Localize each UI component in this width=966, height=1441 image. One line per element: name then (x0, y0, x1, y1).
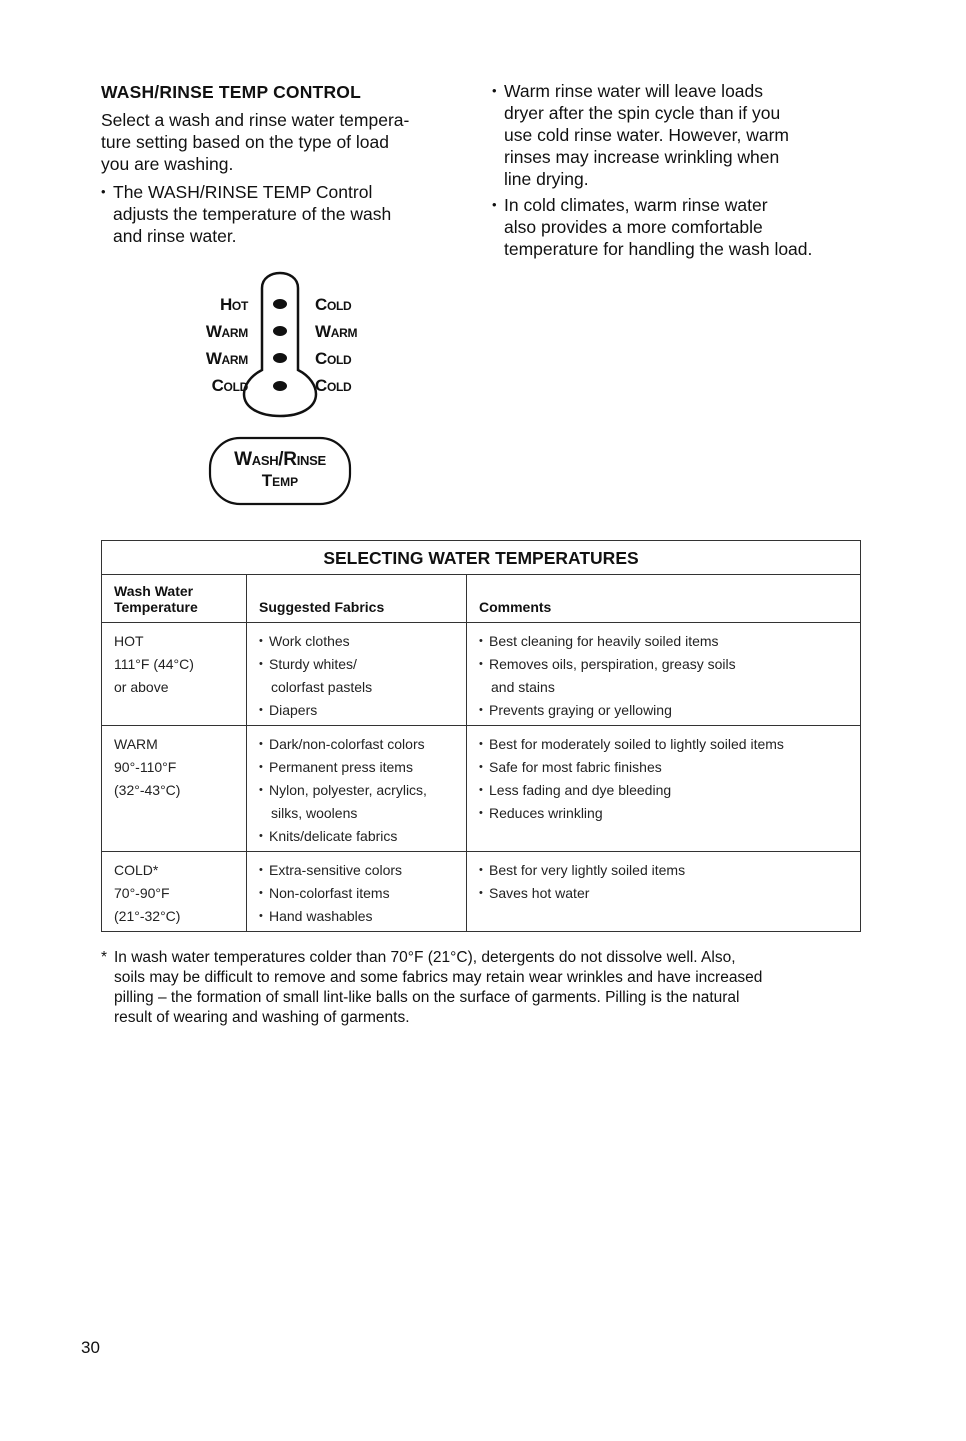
bullet-continuation: and stains (491, 679, 555, 695)
temperature-table (101, 540, 861, 932)
bullet-line: adjusts the temperature of the wash (113, 204, 392, 224)
bullet-line: rinses may increase wrinkling when (504, 147, 780, 167)
table-row (102, 726, 861, 852)
dial-rinse-label: Cold (315, 295, 352, 314)
bullet-item: • Best cleaning for heavily soiled items (479, 630, 848, 653)
bullet-line: line drying. (504, 169, 589, 189)
water-temperature-table (101, 540, 861, 932)
footnote-marker: * (101, 949, 108, 966)
header-comments: Comments (467, 575, 861, 623)
right-bullet-item (492, 194, 872, 260)
footnote (101, 948, 871, 1028)
bullet-item: • Removes oils, perspiration, greasy soils (479, 653, 848, 676)
bullet-item: • Extra-sensitive colors (259, 859, 454, 882)
bullet-line: • The WASH/RINSE TEMP Control (113, 182, 373, 202)
table-title: SELECTING WATER TEMPERATURES (102, 541, 861, 575)
cell-fabrics (247, 726, 467, 852)
dial-wash-label: Hot (219, 295, 248, 314)
temperature-line: (21°-32°C) (114, 908, 181, 924)
header-line: Temperature (114, 599, 198, 615)
bullet-line: use cold rinse water. However, warm (504, 125, 789, 145)
bullet-item: • Hand washables (259, 905, 454, 928)
cell-temperature (102, 852, 247, 932)
temperature-line: (32°-43°C) (114, 782, 181, 798)
bullet-item: • Knits/delicate fabrics (259, 825, 454, 848)
bullet-item: • Saves hot water (479, 882, 848, 905)
button-label-line1: Wash/Rinse (234, 449, 326, 470)
bullet-item: • Prevents graying or yellowing (479, 699, 848, 722)
bullet-item: • Dark/non-colorfast colors (259, 733, 454, 756)
bullet-line: and rinse water. (113, 226, 237, 246)
dial-wash-label: Warm (205, 349, 248, 368)
cell-temperature (102, 623, 247, 726)
page-number: 30 (81, 1338, 100, 1357)
bullet-line: • In cold climates, warm rinse water (504, 195, 768, 215)
cell-comments (467, 623, 861, 726)
footnote-line: pilling – the formation of small lint-like balls on the surface of garments. Pilling is the natural (114, 989, 740, 1006)
right-column (492, 80, 872, 264)
temperature-line: or above (114, 679, 169, 695)
cell-comments (467, 726, 861, 852)
button-label-line2: Temp (261, 471, 299, 490)
footnote-line: In wash water temperatures colder than 70°F (21°C), detergents do not dissolve well. Also, (114, 949, 736, 966)
cell-fabrics (247, 852, 467, 932)
dial-rinse-label: Cold (315, 376, 352, 395)
bullet-line: dryer after the spin cycle than if you (504, 103, 781, 123)
intro-line: Select a wash and rinse water tempera- (101, 110, 410, 130)
left-bullet-list (101, 181, 471, 247)
table-body (102, 623, 861, 932)
cell-fabrics (247, 623, 467, 726)
temperature-line: 111°F (44°C) (114, 656, 194, 672)
wash-rinse-temp-button[interactable] (208, 436, 352, 506)
temperature-line: 70°-90°F (114, 885, 170, 901)
table-row (102, 623, 861, 726)
bullet-item: • Non-colorfast items (259, 882, 454, 905)
dial-wash-label: Cold (211, 376, 248, 395)
footnote-line: result of wearing and washing of garments. (114, 1009, 410, 1026)
dial-rinse-label: Warm (315, 322, 358, 341)
cell-temperature (102, 726, 247, 852)
section-title: WASH/RINSE TEMP CONTROL (101, 82, 361, 102)
dial-rinse-label: Cold (315, 349, 352, 368)
temperature-line: COLD* (114, 862, 159, 878)
intro-paragraph (101, 109, 471, 175)
header-wash-temp (102, 575, 247, 623)
temperature-line: WARM (114, 736, 158, 752)
bullet-item: • Less fading and dye bleeding (479, 779, 848, 802)
table-row (102, 852, 861, 932)
bullet-item: • Work clothes (259, 630, 454, 653)
bullet-item: • Safe for most fabric finishes (479, 756, 848, 779)
bullet-line: • Warm rinse water will leave loads (504, 81, 764, 101)
left-bullet-item (101, 181, 471, 247)
bullet-item: • Diapers (259, 699, 454, 722)
cell-comments (467, 852, 861, 932)
bullet-continuation: colorfast pastels (271, 679, 373, 695)
bullet-line: also provides a more comfortable (504, 217, 763, 237)
footnote-line: soils may be difficult to remove and some fabrics may retain wear wrinkles and have increased (114, 969, 763, 986)
temperature-line: HOT (114, 633, 144, 649)
right-bullet-item (492, 80, 872, 190)
bullet-item: • Best for very lightly soiled items (479, 859, 848, 882)
wash-rinse-temp-dial[interactable] (180, 268, 380, 418)
bullet-item: • Nylon, polyester, acrylics, (259, 779, 454, 802)
bullet-item: • Reduces wrinkling (479, 802, 848, 825)
header-line: Wash Water (114, 583, 194, 599)
temperature-line: 90°-110°F (114, 759, 177, 775)
right-bullet-list (492, 80, 872, 260)
intro-line: you are washing. (101, 154, 234, 174)
bullet-item: • Best for moderately soiled to lightly soiled items (479, 733, 848, 756)
header-suggested-fabrics: Suggested Fabrics (247, 575, 467, 623)
left-column (101, 82, 471, 251)
bullet-item: • Permanent press items (259, 756, 454, 779)
dial-wash-label: Warm (205, 322, 248, 341)
bullet-line: temperature for handling the wash load. (504, 239, 813, 259)
intro-line: ture setting based on the type of load (101, 132, 389, 152)
bullet-item: • Sturdy whites/ (259, 653, 454, 676)
bullet-continuation: silks, woolens (271, 805, 358, 821)
